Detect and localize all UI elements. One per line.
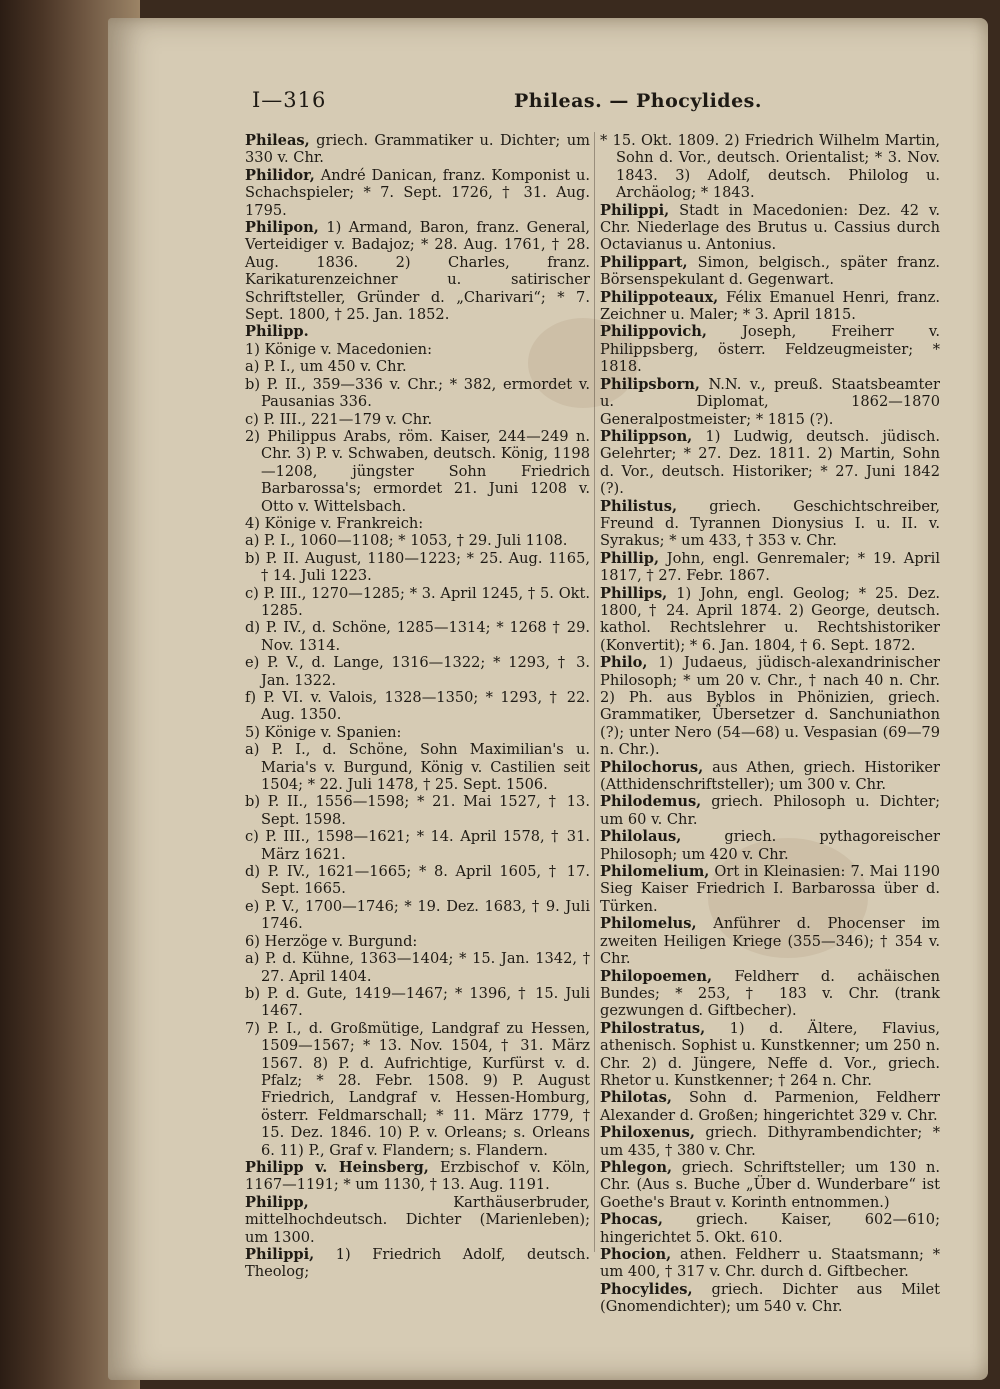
dictionary-entry [600, 550, 940, 585]
dictionary-entry [245, 1020, 590, 1159]
dictionary-entry [245, 741, 590, 793]
entry-text: griech. Dithyrambendichter; * um 435, † 380 v. Chr. [600, 1124, 940, 1159]
entry-headword: Phlegon, [600, 1158, 673, 1176]
dictionary-entry [600, 915, 940, 967]
entry-text: John, engl. Genremaler; * 19. April 1817, † 27. Febr. 1867. [600, 549, 940, 585]
entry-headword: Phocion, [600, 1246, 672, 1263]
entry-headword: Philoxenus, [600, 1124, 695, 1142]
entry-headword: Philotas, [600, 1089, 672, 1107]
dictionary-entry [245, 376, 590, 411]
running-head: Phileas. — Phocylides. [514, 90, 762, 112]
dictionary-entry [600, 254, 940, 289]
entry-text: c) P. III., 1270—1285; * 3. April 1245, † 5. Okt. 1285. [245, 584, 590, 619]
entry-headword: Philodemus, [600, 793, 702, 811]
dictionary-entry [245, 411, 590, 428]
dictionary-entry [600, 759, 940, 794]
dictionary-entry [600, 376, 940, 428]
entry-text: f) P. VI. v. Valois, 1328—1350; * 1293, † 22. Aug. 1350. [245, 689, 590, 724]
dictionary-entry [245, 167, 590, 219]
dictionary-entry [600, 1246, 940, 1281]
entry-text: griech. Dichter aus Milet (Gnomendichter); um 540 v. Chr. [600, 1280, 940, 1316]
dictionary-entry [600, 428, 940, 498]
dictionary-entry [245, 428, 590, 515]
entry-text: a) P. I., d. Schöne, Sohn Maximilian's u. Maria's v. Burgund, König v. Castilien seit 1504; * 22. Juli 1478, † 25. Sept. 1506. [245, 741, 590, 794]
entry-headword: Philippart, [600, 253, 688, 271]
entry-text: Félix Emanuel Henri, franz. Zeichner u. Maler; * 3. April 1815. [600, 288, 940, 324]
entry-headword: Philochorus, [600, 758, 704, 776]
entry-headword: Philomelus, [600, 915, 697, 933]
dictionary-entry [245, 132, 590, 167]
entry-text: aus Athen, griech. Historiker (Atthidenschriftsteller); um 300 v. Chr. [600, 758, 940, 794]
entry-text: griech. Schriftsteller; um 130 n. Chr. (Aus s. Buche „Über d. Wunderbare“ ist Goethe's Braut v. Korinth entnommen.) [600, 1158, 940, 1211]
entry-headword: Phileas, [245, 132, 310, 149]
entry-headword: Philipon, [245, 219, 319, 237]
dictionary-entry [245, 1194, 590, 1246]
dictionary-entry [600, 202, 940, 254]
entry-headword: Philippoteaux, [600, 288, 719, 306]
entry-text: athen. Feldherr u. Staatsmann; * um 400, † 317 v. Chr. durch d. Giftbecher. [600, 1246, 940, 1281]
entry-text: Anführer d. Phocenser im zweiten Heiligen Kriege (355—346); † 354 v. Chr. [600, 915, 940, 968]
page-number: I—316 [252, 88, 327, 112]
entry-text: N.N. v., preuß. Staatsbeamter u. Diplomat, 1862—1870 Generalpostmeister; * 1815 (?). [600, 375, 940, 428]
entry-text: Joseph, Freiherr v. Philippsberg, österr. Feldzeugmeister; * 1818. [600, 323, 940, 376]
right-column [600, 132, 940, 1316]
entry-text: 5) Könige v. Spanien: [245, 723, 402, 741]
dictionary-entry [600, 793, 940, 828]
entry-text: c) P. III., 221—179 v. Chr. [245, 410, 433, 428]
dictionary-entry [600, 863, 940, 915]
entry-headword: Philippovich, [600, 323, 707, 341]
entry-text: Feldherr d. achäischen Bundes; * 253, † 183 v. Chr. (trank gezwungen d. Giftbecher). [600, 967, 940, 1020]
dictionary-entry [245, 1246, 590, 1281]
entry-headword: Phillips, [600, 584, 668, 602]
entry-headword: Phillip, [600, 549, 660, 567]
left-column [245, 132, 590, 1281]
entry-headword: Philippi, [600, 201, 670, 219]
dictionary-entry [600, 1124, 940, 1159]
entry-headword: Philipp, [245, 1193, 309, 1211]
entry-text: 1) Könige v. Macedonien: [245, 340, 432, 358]
entry-text: b) P. II., 1556—1598; * 21. Mai 1527, † 13. Sept. 1598. [245, 793, 590, 828]
dictionary-entry [245, 341, 590, 358]
entry-text: 7) P. I., d. Großmütige, Landgraf zu Hessen, 1509—1567; * 13. Nov. 1504, † 31. März 1567. 8) P. d. Aufrichtige, Kurfürst v. d. Pfalz; * 28. Febr. 1508. 9) P. August Friedrich, Landgraf v. Hessen-Homburg, österr. Feldmarschall; * 11. März 1779, † 15. Dez. 1846. 10) P. v. Orleans; s. Orleans 6. 11) P., Graf v. Flandern; s. Flandern. [245, 1019, 590, 1159]
entry-text: 1) Friedrich Adolf, deutsch. Theolog; [245, 1246, 590, 1281]
entry-headword: Philipp v. Heinsberg, [245, 1158, 429, 1176]
dictionary-entry [600, 968, 940, 1020]
entry-text: e) P. V., 1700—1746; * 19. Dez. 1683, † 9. Juli 1746. [245, 897, 590, 933]
dictionary-entry [600, 498, 940, 550]
dictionary-entry [600, 323, 940, 375]
dictionary-entry [245, 550, 590, 585]
entry-text: Ort in Kleinasien: 7. Mai 1190 Sieg Kaiser Friedrich I. Barbarossa über d. Türken. [600, 863, 940, 915]
entry-headword: Phocylides, [600, 1280, 693, 1298]
entry-headword: Philistus, [600, 497, 678, 515]
dictionary-entry [245, 323, 590, 340]
dictionary-entry [245, 724, 590, 741]
entry-headword: Philipp. [245, 323, 309, 341]
entry-text: 1) d. Ältere, Flavius, athenisch. Sophist u. Kunstkenner; um 250 n. Chr. 2) d. Jüngere, Neffe d. Vor., griech. Rhetor u. Kunstkenner; † 264 n. Chr. [600, 1019, 940, 1089]
dictionary-entry [245, 585, 590, 620]
dictionary-entry [245, 619, 590, 654]
column-divider [594, 132, 595, 1252]
dictionary-entry [600, 585, 940, 655]
dictionary-entry [600, 654, 940, 758]
dictionary-entry [245, 515, 590, 532]
entry-text: 2) Philippus Arabs, röm. Kaiser, 244—249 n. Chr. 3) P. v. Schwaben, deutsch. König, 1198—1208, jüngster Sohn Friedrich Barbarossa's; ermordet 21. Juni 1208 v. Otto v. Wittelsbach. [245, 427, 590, 515]
dictionary-entry [600, 1281, 940, 1316]
entry-text: Stadt in Macedonien: Dez. 42 v. Chr. Niederlage des Brutus u. Cassius durch Octavianus u. Antonius. [600, 201, 940, 254]
entry-headword: Philippi, [245, 1246, 315, 1263]
entry-headword: Philidor, [245, 166, 315, 184]
entry-headword: Philipsborn, [600, 375, 700, 393]
dictionary-entry [600, 132, 940, 202]
entry-text: 1) Ludwig, deutsch. jüdisch. Gelehrter; * 27. Dez. 1811. 2) Martin, Sohn d. Vor., deutsch. Historiker; * 27. Juni 1842 (?). [600, 427, 940, 498]
entry-text: 1) John, engl. Geolog; * 25. Dez. 1800, † 24. April 1874. 2) George, deutsch. kathol. Rechtslehrer u. Rechtshistoriker (Konvertit); * 6. Jan. 1804, † 6. Sept. 1872. [600, 584, 940, 654]
entry-text: a) P. I., um 450 v. Chr. [245, 358, 407, 376]
dictionary-entry [245, 985, 590, 1020]
entry-text: * 15. Okt. 1809. 2) Friedrich Wilhelm Martin, Sohn d. Vor., deutsch. Orientalist; * 3. Nov. 1843. 3) Adolf, deutsch. Philolog u. Archäolog; * 1843. [600, 132, 940, 202]
entry-text: Karthäuserbruder, mittelhochdeutsch. Dichter (Marienleben); um 1300. [245, 1193, 590, 1246]
dictionary-entry [245, 933, 590, 950]
entry-text: b) P. II. August, 1180—1223; * 25. Aug. 1165, † 14. Juli 1223. [245, 549, 590, 585]
entry-text: Sohn d. Parmenion, Feldherr Alexander d. Großen; hingerichtet 329 v. Chr. [600, 1089, 940, 1124]
dictionary-entry [600, 1020, 940, 1090]
entry-text: 1) Judaeus, jüdisch-alexandrinischer Philosoph; * um 20 v. Chr., † nach 40 n. Chr. 2) Ph. aus Byblos in Phönizien, griech. Grammatiker, Übersetzer d. Sanchuniathon (?); unter Nero (54—68) u. Vespasian (69—79 n. Chr.). [600, 654, 940, 759]
entry-text: c) P. III., 1598—1621; * 14. April 1578, † 31. März 1621. [245, 828, 590, 863]
entry-text: Simon, belgisch., später franz. Börsenspekulant d. Gegenwart. [600, 253, 940, 289]
entry-text: b) P. d. Gute, 1419—1467; * 1396, † 15. Juli 1467. [245, 984, 590, 1020]
entry-text: griech. pythagoreischer Philosoph; um 420 v. Chr. [600, 828, 940, 863]
entry-text: d) P. IV., d. Schöne, 1285—1314; * 1268 † 29. Nov. 1314. [245, 619, 590, 654]
dictionary-entry [245, 689, 590, 724]
dictionary-entry [600, 828, 940, 863]
entry-text: griech. Philosoph u. Dichter; um 60 v. Chr. [600, 793, 940, 828]
dictionary-entry [600, 289, 940, 324]
entry-text: Erzbischof v. Köln, 1167—1191; * um 1130, † 13. Aug. 1191. [245, 1158, 590, 1194]
entry-text: 6) Herzöge v. Burgund: [245, 932, 418, 950]
entry-headword: Philo, [600, 654, 648, 672]
entry-headword: Philopoemen, [600, 967, 713, 985]
entry-headword: Phocas, [600, 1211, 663, 1229]
dictionary-entry [245, 828, 590, 863]
entry-text: 4) Könige v. Frankreich: [245, 514, 424, 532]
dictionary-entry [245, 654, 590, 689]
dictionary-entry [245, 793, 590, 828]
dictionary-entry [600, 1211, 940, 1246]
dictionary-entry [245, 532, 590, 549]
entry-text: e) P. V., d. Lange, 1316—1322; * 1293, † 3. Jan. 1322. [245, 654, 590, 689]
entry-headword: Philomelium, [600, 863, 710, 881]
dictionary-entry [245, 898, 590, 933]
dictionary-entry [245, 219, 590, 323]
entry-text: b) P. II., 359—336 v. Chr.; * 382, ermordet v. Pausanias 336. [245, 375, 590, 411]
entry-text: griech. Grammatiker u. Dichter; um 330 v. Chr. [245, 132, 590, 167]
dictionary-entry [245, 863, 590, 898]
entry-headword: Philostratus, [600, 1019, 706, 1037]
entry-headword: Philolaus, [600, 828, 682, 846]
page-header [252, 88, 952, 118]
dictionary-entry [600, 1159, 940, 1211]
dictionary-entry [245, 1159, 590, 1194]
entry-text: a) P. I., 1060—1108; * 1053, † 29. Juli 1108. [245, 532, 568, 550]
entry-text: griech. Kaiser, 602—610; hingerichtet 5. Okt. 610. [600, 1211, 940, 1246]
entry-headword: Philippson, [600, 427, 693, 445]
entry-text: d) P. IV., 1621—1665; * 8. April 1605, † 17. Sept. 1665. [245, 863, 590, 898]
dictionary-entry [600, 1089, 940, 1124]
entry-text: griech. Geschichtschreiber, Freund d. Tyrannen Dionysius I. u. II. v. Syrakus; * um 433, † 353 v. Chr. [600, 497, 940, 550]
dictionary-entry [245, 950, 590, 985]
entry-text: André Danican, franz. Komponist u. Schachspieler; * 7. Sept. 1726, † 31. Aug. 1795. [245, 166, 590, 219]
dictionary-entry [245, 358, 590, 375]
entry-text: a) P. d. Kühne, 1363—1404; * 15. Jan. 1342, † 27. April 1404. [245, 950, 590, 985]
entry-text: 1) Armand, Baron, franz. General, Verteidiger v. Badajoz; * 28. Aug. 1761, † 28. Aug. 1836. 2) Charles, franz. Karikaturenzeichner u. satirischer Schriftsteller, Gründer d. „Charivari“; * 7. Sept. 1800, † 25. Jan. 1852. [245, 219, 590, 324]
